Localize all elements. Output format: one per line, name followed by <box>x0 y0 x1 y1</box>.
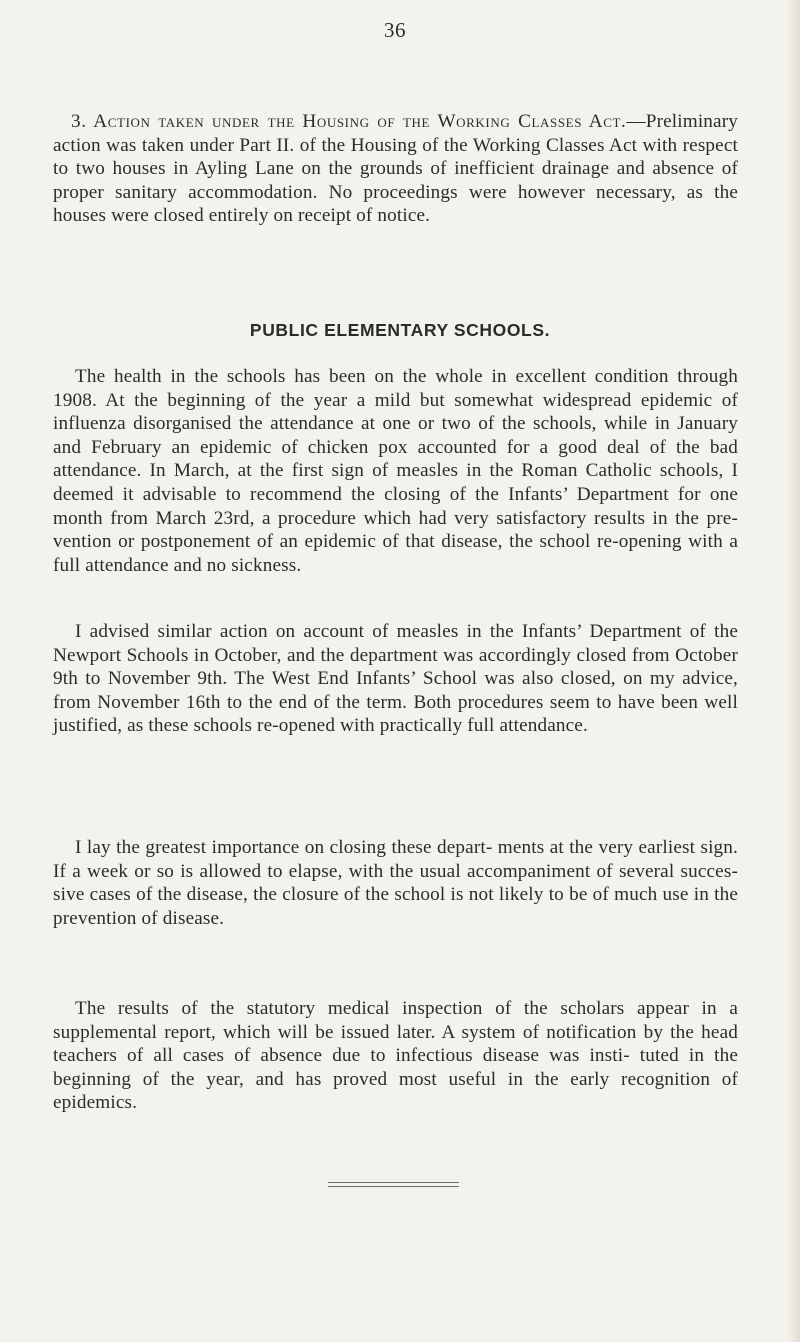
paragraph-closing-importance: I lay the greatest importance on closing these depart- ments at the very earliest sign. If a week or so is allowed to elapse, with the usual accompaniment of several succes- sive cases of the disease, the closure of the school is not likely to be of much use in the prevention of disease. <box>53 837 738 929</box>
housing-act-paragraph <box>53 110 738 228</box>
paragraph-school-health: The health in the schools has been on the whole in excellent condition through 1908. At the beginning of the year a mild but somewhat widespread epidemic of influenza disorganised the attendance at one or two of the schools, while in January and February an epidemic of chicken pox accounted for a good deal of the bad attendance. In March, at the first sign of measles in the Roman Catholic schools, I deemed it advisable to recommend the closing of the Infants’ Department for one month from March 23rd, a procedure which had very satisfactory results in the pre- vention or postponement of an epidemic of that disease, the school re-opening with a full attendance and no sickness. <box>53 366 738 576</box>
housing-act-heading: 3. Action taken under the Housing of the Working Classes Act. <box>71 111 627 132</box>
end-rule-bottom <box>328 1186 459 1187</box>
section-heading: PUBLIC ELEMENTARY SCHOOLS. <box>249 320 551 340</box>
page-number: 36 <box>384 18 406 42</box>
end-rule-top <box>328 1182 459 1183</box>
page-edge-shadow <box>786 0 800 1342</box>
paragraph-medical-inspection: The results of the statutory medical inspection of the scholars appear in a supplemental report, which will be issued later. A system of notification by the head teachers of all cases of absence due to infectious disease was insti- tuted in the beginning of the year, and has proved most useful in the early recognition of epidemics. <box>53 998 738 1114</box>
paragraph-measles-closures: I advised similar action on account of measles in the Infants’ Department of the Newport Schools in October, and the department was accordingly closed from October 9th to November 9th. The West End Infants’ School was also closed, on my advice, from November 16th to the end of the term. Both procedures seem to have been well justified, as these schools re-opened with practically full attendance. <box>53 621 738 737</box>
housing-act-body: —Preliminary action was taken under Part II. of the Housing of the Working Classes Act with respect to two houses in Ayling Lane on the grounds of inefficient drainage and absence of proper sanitary accommodation. No proceedings were however necessary, as the houses were closed entirely on receipt of notice. <box>53 111 738 227</box>
